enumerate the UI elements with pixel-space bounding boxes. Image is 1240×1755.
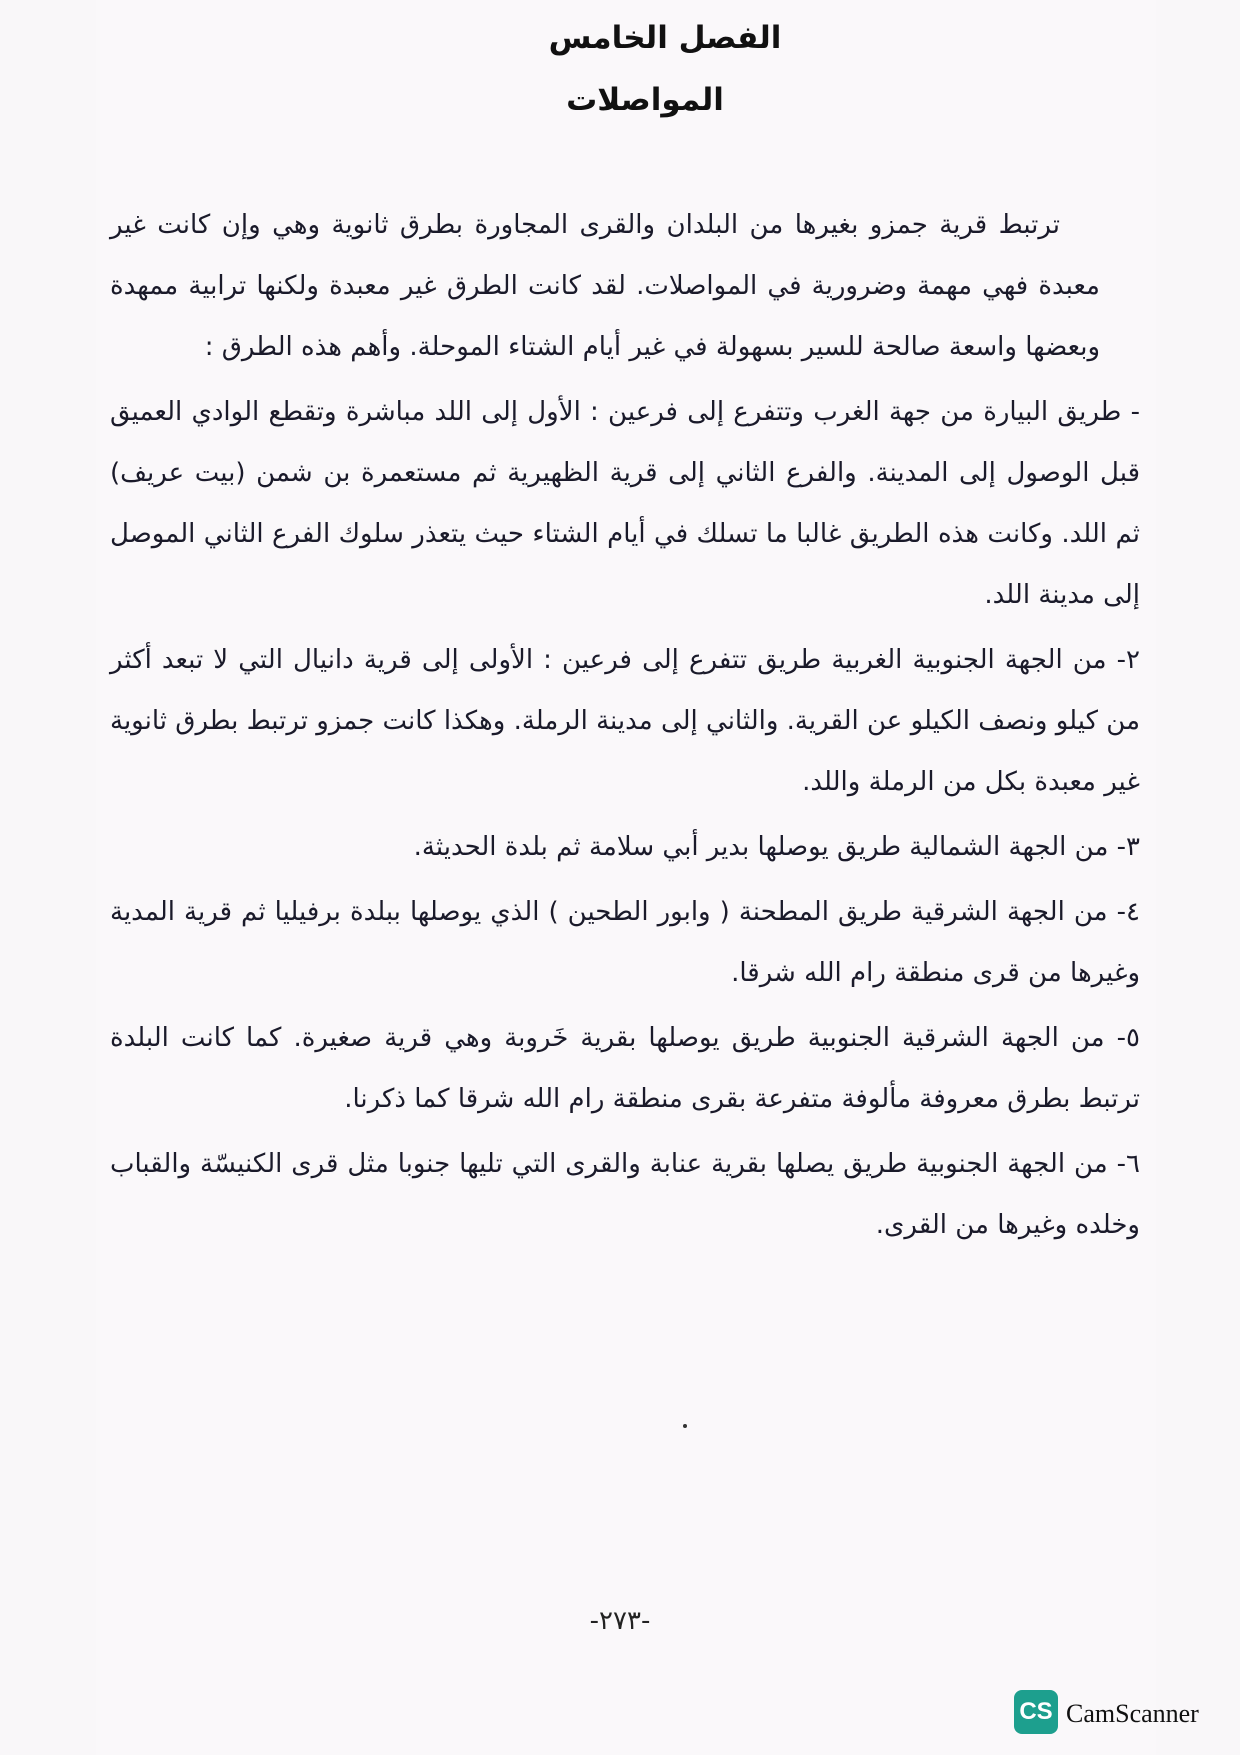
route-paragraph-6: ٦- من الجهة الجنوبية طريق يصلها بقرية عنابة والقرى التي تليها جنوبا مثل قرى الكنيسّة والقباب وخلده وغيرها من القرى. — [110, 1149, 1140, 1240]
route-paragraph-5: ٥- من الجهة الشرقية الجنوبية طريق يوصلها بقرية خَروبة وهي قرية صغيرة. كما كانت البلدة ترتبط بطرق معروفة مألوفة متفرعة بقرى منطقة رام الله شرقا كما ذكرنا. — [110, 1023, 1140, 1114]
route-paragraph-2: ٢- من الجهة الجنوبية الغربية طريق تتفرع إلى فرعين : الأولى إلى قرية دانيال التي لا تبعد أكثر من كيلو ونصف الكيلو عن القرية. والثاني إلى مدينة الرملة. وهكذا كانت جمزو ترتبط بطرق ثانوية غير معبدة بكل من الرملة واللد. — [110, 645, 1140, 797]
ink-dot — [683, 1424, 687, 1428]
chapter-title: الفصل الخامس — [548, 20, 782, 56]
intro-paragraph: ترتبط قرية جمزو بغيرها من البلدان والقرى المجاورة بطرق ثانوية وهي وإن كانت غير معبدة فهي مهمة وضرورية في المواصلات. لقد كانت الطرق غير معبدة ولكنها ترابية ممهدة وبعضها واسعة صالحة للسير بسهولة في غير أيام الشتاء الموحلة. وأهم هذه الطرق : — [110, 210, 1100, 362]
page-number: -٢٧٣- — [589, 1606, 651, 1636]
document-body — [110, 16, 1140, 1256]
route-paragraph-1: - طريق البيارة من جهة الغرب وتتفرع إلى فرعين : الأول إلى اللد مباشرة وتقطع الوادي العميق قبل الوصول إلى المدينة. والفرع الثاني إلى قرية الظهيرية ثم مستعمرة بن شمن (بيت عريف) ثم اللد. وكانت هذه الطريق غالبا ما تسلك في أيام الشتاء حيث يتعذر سلوك الفرع الثاني الموصل إلى مدينة اللد. — [110, 397, 1140, 610]
route-paragraph-4: ٤- من الجهة الشرقية طريق المطحنة ( وابور الطحين ) الذي يوصلها ببلدة برفيليا ثم قرية المدية وغيرها من قرى منطقة رام الله شرقا. — [110, 897, 1140, 988]
route-paragraph-3: ٣- من الجهة الشمالية طريق يوصلها بدير أبي سلامة ثم بلدة الحديثة. — [413, 832, 1140, 862]
camscanner-watermark: CamScanner — [1066, 1699, 1199, 1728]
camscanner-logo-icon: CS — [1014, 1690, 1058, 1734]
section-title: المواصلات — [566, 82, 724, 118]
